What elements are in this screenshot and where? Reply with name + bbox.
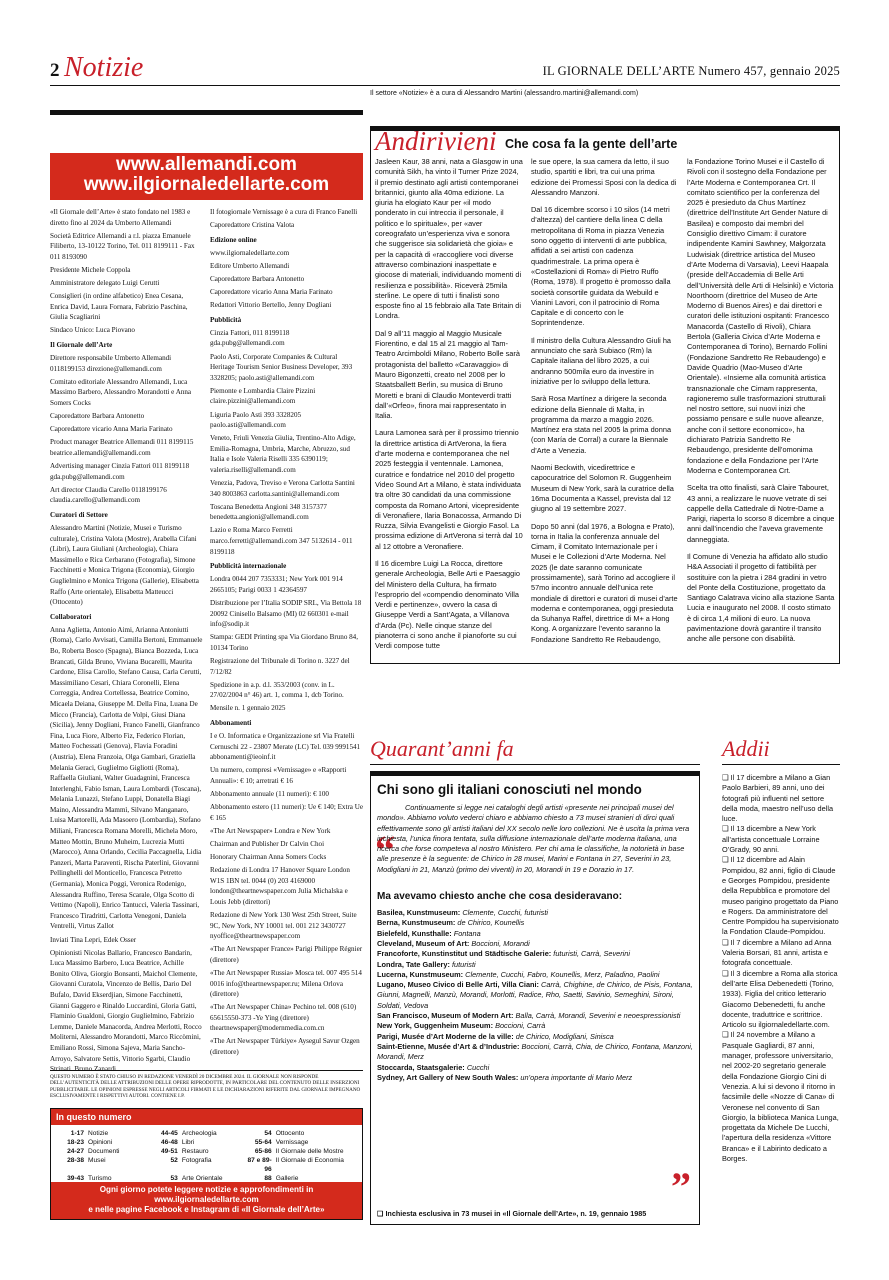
masthead-paragraph: Spedizione in a.p. d.l. 353/2003 (conv. in L. 27/02/2004 n° 46) art. 1, comma 1, dcb Torino. — [210, 680, 344, 700]
toc-name: Vernissage — [275, 1139, 309, 1146]
museum-entry — [377, 939, 693, 949]
masthead-paragraph: Il fotogiornale Vernissage è a cura di Franco Fanelli — [210, 208, 358, 216]
toc-name: Archeologia — [181, 1130, 217, 1137]
news-paragraph: Jasleen Kaur, 38 anni, nata a Glasgow in una comunità Sikh, ha vinto il Turner Prize 2024, il premio destinato agli artisti contemporanei britannici, giunto alla 40ma edizione. La giuria ha elogiato Kaur per «il modo ponderato in cui intreccia il personale, il politico e lo spirituale», per «aver coreografato un’esperienza viva e sonora che suggerisce sia solidarietà che gioia» e per la capacità di «raccogliere voci diverse attraverso combinazioni inaspettate e giocose di materiali, individuando momenti di resilienza e possibilità». Riceverà 25mila sterline. Le opere di tutti i finalisti sono esposte fino al 15 febbraio alla Tate Britain di Londra. — [375, 157, 523, 321]
museum-name: Francoforte, Kunstinstitut und Städtische Galerie: — [377, 949, 552, 959]
masthead-paragraph: Abbonamenti — [210, 718, 252, 727]
masthead-paragraph: Abbonamento annuale (11 numeri): € 100 — [210, 790, 329, 798]
toc-name: Turismo — [88, 1175, 112, 1182]
masthead-columns — [50, 200, 363, 1087]
article-column-1 — [375, 157, 523, 661]
toc-pages: 24-27 — [67, 1148, 84, 1155]
masthead-paragraph: Curatori di Settore — [50, 510, 108, 519]
museum-name: Lucerna, Kunstmuseum: — [377, 969, 464, 979]
masthead-paragraph: Anna Aglietta, Antonio Aimi, Arianna Antoniutti (Roma), Carlo Avvisati, Camilla Bertoni, Emmanuele Bo, Roberta Bosco (Spagna), Bianca Bozzeda, Luca Brancati, Gilda Bruno, Viviana Bucarelli, Maurita Cardone, Elisa Carollo, Stefano Causa, Carla Cerutti, Massimiliano Cesari, Chiara Coronelli, Elena Correggia, Andrea Cortellessa, Beatrice Comino, Micaela Deiana, Giuseppe M. Della Fina, Luana De Micco (Francia), Carlotta de Volpi, Giusi Diana (Sicilia), Jenny Dogliani, Franco Fanelli, Gianfranco Fina, Luca Fiore, Alberto Fiz, Federico Florian, Matteo Fochessati (Genova), Flavia Foradini (Austria), Elena Franzoia, Olga Gambari, Graziella Melania Geraci, Guglielmo Gigliotti (Roma), Raffaella Giuliani, Walter Guadagnini, Francesca Interlenghi, Fabio Isman, Laura Lombardi (Toscana), Melania Lunazzi, Stefano Luppi, Donatella Biagi Maino, Alessandra Mammì, Silvano Manganaro, Luisa Martorelli, Ada Masoero (Lombardia), Stefano Miliani, Francesca Romana Morelli, Michela Moro, Matteo Mottin, Bruno Muheim, Lucrezia Mutti (Marocco), Anna Orlando, Cecilia Paccagnella, Lidia Panzeri, Marta Paraventi, Rischa Paterlini, Giovanni Pellinghelli del Monticello, Francesca Petretto (Germania), Monica Poggi, Veronica Rodenigo, Alessandra Ruffino, Teresa Scarale, Olga Scotto di Vettimo (Napoli), Enrico Tantucci, Valeria Tassinari, Francesco Tiradritti, Carlotta Venegoni, Daniela Ventrelli, Virtus Zallot — [50, 625, 203, 931]
museum-artists: Clemente, Cucchi, Fabro, Kounellis, Merz, Paladino, Paolini — [465, 969, 660, 979]
url-allemandi[interactable]: www.allemandi.com — [116, 154, 297, 175]
museum-name: New York, Guggenheim Museum: — [377, 1021, 494, 1031]
museum-name: Bielefeld, Kunsthalle: — [377, 928, 452, 938]
quarant-source: ❑ Inchiesta esclusiva in 73 musei in «Il Giornale dell’Arte», n. 19, gennaio 1985 — [377, 1209, 647, 1218]
news-paragraph: le sue opere, la sua camera da letto, il suo studio, spartiti e libri, tra cui una prima edizione dei Promessi Sposi con la dedica di Alessandro Manzoni. — [531, 157, 677, 197]
andirivieni-section — [370, 126, 840, 664]
toc-pages: 55-64 — [254, 1139, 272, 1146]
article-column-2 — [531, 157, 679, 661]
masthead-paragraph: Inviati Tina Lepri, Edek Osser — [50, 935, 137, 944]
toc-item[interactable] — [148, 1138, 242, 1147]
museum-artists: Boccioni, Carrà — [495, 1021, 546, 1031]
obituary-entry: ❑ Il 12 dicembre ad Alain Pompidou, 82 anni, figlio di Claude e Georges Pompidou, presidente della Repubblica e promotore del museo parigino progettato da Piano e Rogers. Da amministratore del Centre Pompidou ha supervisionato la Fondation Claude-Pompidou. — [722, 855, 839, 937]
museum-name: Saint-Etienne, Musée d’Art & d’Industrie: — [377, 1041, 520, 1051]
promo-line: e nelle pagine Facebook e Instagram di «Il Giornale dell’Arte» — [88, 1205, 325, 1214]
masthead-paragraph: «The Art Newspaper China» Pechino tel. 008 (610) 65615550-373 -Ye Ying (direttore) theartnewspaper@modernmedia.com.cn — [210, 1003, 357, 1033]
quarant-intro: Continuamente si legge nei cataloghi degli artisti «presente nei principali musei del mondo». Abbiamo voluto vederci chiaro e abbiamo chiesto a 73 musei stranieri di dirci quali effettivamente sono gli artisti italiani del XX secolo nelle loro collezioni. Ne è uscita la prima vera inchiesta, l’unica finora tentata, sulla diffusione internazionale dell’arte moderna italiana, una ricerca che forse competeva al nostro Ministero. Per chi ama le classifiche, la notorietà in base alle presenze è la seguente: de Chirico in 28 musei, Marini e Fontana in 27, Severini in 23, Modigliani in 21, Manzù (primo dei viventi) in 20, Morandi in 19 e Dorazio in 17. — [377, 803, 690, 874]
website-banner[interactable] — [50, 153, 363, 200]
museum-artists: futuristi, Carrà, Severini — [553, 949, 631, 959]
editor-note: Il settore «Notizie» è a cura di Alessandro Martini (alessandro.martini@allemandi.com) — [370, 90, 639, 97]
museum-artists: Clemente, Cucchi, futuristi — [462, 908, 549, 918]
masthead-paragraph: Caporedattore Barbara Antonetto — [50, 412, 145, 421]
toc-pages: 1-17 — [70, 1130, 84, 1137]
museum-wish-list — [377, 908, 693, 1083]
masthead-paragraph: Redattori Vittorio Bertello, Jenny Dogliani — [210, 301, 332, 310]
museum-name: Basilea, Kunstmuseum: — [377, 908, 461, 918]
masthead-paragraph: Abbonamento estero (11 numeri): Ue € 140; Extra Ue € 165 — [210, 803, 363, 822]
andirivieni-columns — [375, 157, 835, 661]
museum-entry — [377, 929, 693, 939]
toc-pages: 39-43 — [67, 1175, 84, 1182]
masthead-paragraph: Londra 0044 207 7353331; New York 001 914 2665105; Parigi 0033 1 42364597 — [210, 575, 343, 594]
masthead-paragraph: Stampa: GEDI Printing spa Via Giordano Bruno 84, 10134 Torino — [210, 633, 359, 652]
obituary-entry: ❑ Il 17 dicembre a Milano a Gian Paolo Barbieri, 89 anni, uno dei fotografi più influenti nel settore della moda, maestro nell’uso della luce. — [722, 773, 834, 824]
toc-item[interactable] — [242, 1156, 359, 1174]
masthead-paragraph: Pubblicità — [210, 315, 242, 324]
obituary-entry: ❑ Il 3 dicembre a Roma alla storica dell’arte Elisa Debenedetti (Torino, 1933). Figlia del critico letterario Giacomo Debenedetti, fu anche docente, traduttrice e scrittrice. Articolo su ilgiornaledellarte.com. — [722, 968, 838, 1030]
toc-item[interactable] — [148, 1147, 242, 1156]
masthead-paragraph: Registrazione del Tribunale di Torino n. 3227 del 7/12/82 — [210, 656, 350, 676]
masthead-paragraph: I e O. Informatica e Organizzazione srl Via Fratelli Cernuschi 22 - 23807 Merate (LC) Tel. 039 9991541 abbonamenti@ieoinf.it — [210, 732, 361, 762]
masthead-paragraph: «The Art Newspaper Türkiye» Aysegul Savur Ozgen (direttore) — [210, 1037, 360, 1057]
toc-name: Notizie — [88, 1130, 109, 1137]
museum-name: Lugano, Museo Civico di Belle Arti, Villa Ciani: — [377, 980, 539, 990]
masthead-paragraph: Toscana Benedetta Angioni 348 3157377 benedetta.angioni@allemandi.com — [210, 502, 327, 522]
news-paragraph: Dal 9 all’11 maggio al Maggio Musicale Fiorentino, e dal 15 al 21 maggio al Tam-Teatro Arcimboldi Milano, Roberto Bolle sarà protagonista del balletto «Caravaggio» di Mauro Bigonzetti, creato nel 2008 per lo Staatsballett Berlin, su musica di Bruno Moretti e brani di Claudio Monteverdi tratti dall’«Orfeo», finora mai rappresentato in Italia. — [375, 328, 520, 421]
news-paragraph: Scelta tra otto finalisti, sarà Claire Tabouret, 43 anni, a realizzare le nuove vetrate di sei cappelle della Cattedrale di Notre-Dame a Parigi, riaperta lo scorso 8 dicembre a cinque anni dall’incendio che l’aveva gravemente danneggiata. — [687, 483, 835, 544]
paper-title: IL GIORNALE DELL’ARTE Numero 457, gennaio 2025 — [542, 64, 840, 78]
toc-item[interactable] — [242, 1147, 359, 1156]
promo-url[interactable]: www.ilgiornaledellarte.com — [154, 1195, 259, 1204]
masthead-paragraph: www.ilgiornaledellarte.com — [210, 248, 290, 257]
page-header — [50, 52, 840, 86]
masthead-paragraph: Cinzia Fattori, 011 8199118 gda.pubg@allemandi.com — [210, 328, 290, 348]
obituary-entry: ❑ Il 13 dicembre a New York all’artista concettuale Lorraine O’Grady, 90 anni. — [722, 824, 820, 855]
museum-artists: Balla, Carrà, Morandi, Severini e neoespressionisti — [515, 1011, 681, 1021]
masthead-paragraph: Art director Claudia Carello 0118199176 claudia.carello@allemandi.com — [50, 485, 167, 505]
masthead-footnote: QUESTO NUMERO È STATO CHIUSO IN REDAZIONE VENERDÌ 20 DICEMBRE 2024. IL GIORNALE NON RISPONDE DELL’AUTENTICITÀ DELLE ATTRIBUZIONI DELLE OPERE RIPRODOTTE, IN PARTICOLARE DEL CONTENUTO DELLE INSERZIONI PUBBLICITARIE. LE OPINIONI ESPRESSE NEGLI ARTICOLI FIRMATI E LE DICHIARAZIONI RIFERITE DAL GIORNALE IMPEGNANO ESCLUSIVAMENTE I RISPETTIVI AUTORI. CONTIENE I.P. — [50, 1070, 363, 1100]
museum-entry — [377, 1042, 693, 1063]
museum-entry — [377, 1063, 693, 1073]
museum-artists: de Chirico, Kounellis — [457, 918, 525, 928]
masthead-paragraph: Product manager Beatrice Allemandi 011 8199115 beatrice.allemandi@allemandi.com — [50, 438, 194, 457]
museum-name: Parigi, Musée d’Art Moderne de la ville: — [377, 1031, 514, 1041]
toc-name: Restauro — [181, 1148, 209, 1155]
masthead-paragraph: Redazione di Londra 17 Hanover Square London W1S 1BN tel. 0044 (0) 203 4169000 london@theartnewspaper.com Julia Michalska e Louis Jebb (direttori) — [210, 866, 350, 906]
promo-line: Ogni giorno potete leggere notizie e approfondimenti in — [99, 1185, 314, 1194]
museum-artists: un’opera importante di Mario Merz — [520, 1072, 633, 1082]
masthead-paragraph: Un numero, compresi «Vernissage» e «Rapporti Annuali»: € 10; arretrati € 16 — [210, 766, 347, 785]
museum-name: Cleveland, Museum of Art: — [377, 938, 470, 948]
news-paragraph: Dal 16 dicembre scorso i 10 silos (14 metri d’altezza) del cantiere della linea C della metropolitana di Roma in piazza Venezia sono oggetto di interventi di arte pubblica, affidati a sei artisti con cadenza quadrimestrale. La prima opera è «Costellazioni di Roma» di Pietro Ruffo (Roma, 1978). Il progetto è promosso dalla società consortile guidata da Webuild e Vianini Lavori, con il patrocinio di Roma Capitale e di concerto con le Soprintendenze. — [531, 205, 671, 328]
in-questo-numero — [50, 1108, 363, 1220]
toc-item[interactable] — [54, 1138, 148, 1147]
masthead-paragraph: Caporedattore vicario Anna Maria Farinato — [50, 425, 173, 434]
museum-entry — [377, 970, 693, 980]
museum-artists: Carrà, Chighine, de Chirico, de Pisis, Fontana, Giunni, Magnelli, Manzù, Morandi, Morlotti, Radice, Rho, Saetti, Savinio, Semeghini, Sironi, Soldati, Vedova — [377, 980, 693, 1010]
museum-entry — [377, 980, 693, 1011]
section-title: Notizie — [64, 52, 144, 83]
museum-entry — [377, 1032, 693, 1042]
toc-pages: 54 — [264, 1130, 272, 1137]
museum-entry — [377, 949, 693, 959]
news-paragraph: Il 16 dicembre Luigi La Rocca, direttore generale Archeologia, Belle Arti e Paesaggio del Ministero della Cultura, ha firmato l’esproprio del «compendio denominato Villa Verdi e pertinenze», ovvero la casa di Giuseppe Verdi a Sant’Agata, a Villanova d’Arda (Pc). Nelle cinque stanze del pianoterra ci sono anche il pianoforte su cui Verdi compose tutte — [375, 558, 520, 651]
masthead-paragraph: Direttore responsabile Umberto Allemandi 0118199153 direzione@allemandi.com — [50, 354, 172, 373]
museum-entry — [377, 1011, 693, 1021]
masthead-paragraph: Caporedattore vicario Anna Maria Farinato — [210, 288, 333, 297]
toc-item[interactable] — [54, 1147, 148, 1156]
toc-name: Libri — [181, 1139, 195, 1146]
toc-item[interactable] — [242, 1138, 359, 1147]
masthead-paragraph: Distribuzione per l’Italia SODIP SRL, Via Bettola 18 20092 Cinisello Balsamo (MI) 02 660301 e-mail info@sodip.it — [210, 599, 362, 629]
masthead-paragraph: Advertising manager Cinzia Fattori 011 8199118 gda.pubg@allemandi.com — [50, 461, 190, 481]
masthead-paragraph: Mensile n. 1 gennaio 2025 — [210, 704, 286, 713]
masthead-paragraph: Amministratore delegato Luigi Cerutti — [50, 279, 160, 288]
masthead-paragraph: «Il Giornale dell’Arte» è stato fondato nel 1983 e diretto fino al 2024 da Umberto Allemandi — [50, 208, 191, 227]
news-paragraph: Il ministro della Cultura Alessandro Giuli ha annunciato che sarà Subiaco (Rm) la Capitale italiana del libro 2025, a cui andranno 500mila euro da investire in iniziative per lo sviluppo della lettura. — [531, 335, 672, 386]
masthead-paragraph: Venezia, Padova, Treviso e Verona Carlotta Santini 340 8003863 carlotta.santini@allemandi.com — [210, 479, 355, 498]
museum-artists: Cucchi — [466, 1062, 490, 1072]
masthead-paragraph: Honorary Chairman Anna Somers Cocks — [210, 852, 327, 861]
news-paragraph: Laura Lamonea sarà per il prossimo triennio la direttrice artistica di ArtVerona, la fiera d’arte moderna e contemporanea che nel 2025 festeggia il ventennale. Lamonea, curatrice e fondatrice nel 2010 del progetto Video Sound Art a Milano, è stata individuata tra oltre 30 candidati da una commissione composta da Romano Artoni, vicepresidente di Veronafiere, Ilaria Bonacossa, Armando Di Ruzza, Silvia Evangelisti e Giorgio Fasol. La prossima edizione di ArtVerona si terrà dal 10 al 12 ottobre a Veronafiere. — [375, 428, 523, 551]
toc-title: In questo numero — [51, 1109, 362, 1125]
quarant-title: Quarant’anni fa — [370, 736, 700, 765]
masthead-paragraph: Caporedattore Cristina Valota — [210, 221, 295, 230]
toc-pages: 53 — [170, 1175, 178, 1182]
toc-pages: 44-45 — [160, 1130, 178, 1137]
obituary-entry: ❑ Il 7 dicembre a Milano ad Anna Valeria Borsari, 81 anni, artista e fotografa concettuale. — [722, 937, 832, 968]
toc-name: Il Giornale di Economia — [275, 1157, 344, 1164]
masthead-paragraph: «The Art Newspaper» Londra e New York — [210, 826, 331, 835]
masthead-paragraph: Sindaco Unico: Luca Piovano — [50, 326, 135, 335]
news-paragraph: la Fondazione Torino Musei e il Castello di Rivoli con il sostegno della Fondazione per l’Arte Moderna e Contemporanea Crt. Il comitato scientifico per la conferenza del 2025 è presieduto da Chus Martínez (direttrice dell’Institute Art Gender Nature di Basilea) e composto dai membri del Consiglio direttivo Cimam: il curatore indipendente Kamini Sawhney, Małgorzata Ludwisiak (direttrice artistica del Museo d’Arte Moderna di Varsavia), Leevi Haapala (preside dell’Accademia di Belle Arti dell’Università delle Arti di Helsinki) e Victoria Noorthoorn (direttrice del Museo de Arte Moderno di Buenos Aires) e dai direttori e curatori delle istituzioni ospitanti: Francesco Manacorda (Castello di Rivoli), Chiara Bertola (Galleria Civica d’Arte Moderna e Contemporanea di Torino), Bernardo Follini (Fondazione Sandretto Re Rebaudengo) e Davide Quadrio (Mao-Museo d’Arte Orientale). «Insieme alla comunità artistica transnazionale che Cimam rappresenta, ragioneremo sulle trasformazioni strutturali nel nostro settore, sui nuovi inizi che possiamo pensare e sulle nuove alleanze, anche con il settore economico», ha dichiarato Patrizia Sandretto Re Rebaudengo, presidente dell’omonima fondazione e della Fondazione per l’Arte Moderna e Contemporanea Crt. — [687, 157, 834, 475]
toc-item[interactable] — [54, 1129, 148, 1138]
museum-name: Sydney, Art Gallery of New South Wales: — [377, 1072, 519, 1082]
masthead-paragraph: Presidente Michele Coppola — [50, 265, 131, 274]
toc-pages: 46-48 — [160, 1139, 178, 1146]
toc-grid — [51, 1125, 362, 1185]
toc-pages: 65-86 — [254, 1148, 272, 1155]
toc-item[interactable] — [54, 1156, 148, 1174]
museum-entry — [377, 1021, 693, 1031]
toc-name: Ottocento — [275, 1130, 305, 1137]
masthead-paragraph: Paolo Asti, Corporate Companies & Cultural Heritage Tourism Senior Business Developer, 393 3328205; paolo.asti@allemandi.com — [210, 352, 353, 382]
masthead-left-column — [50, 207, 203, 1087]
toc-pages: 28-38 — [67, 1157, 84, 1164]
news-paragraph: Naomi Beckwith, vicedirettrice e capocuratrice del Solomon R. Guggenheim Museum di New York, sarà la curatrice della 16ma Documenta a Kassel, prevista dal 12 giugno al 19 settembre 2027. — [531, 463, 674, 514]
online-promo — [51, 1182, 362, 1219]
addii-list — [722, 773, 840, 1164]
masthead-paragraph: Redazione di New York 130 West 25th Street, Suite 9C, New York, NY 10001 tel. 001 212 3430727 nyoffice@theartnewspaper.com — [210, 910, 357, 941]
toc-item[interactable] — [148, 1129, 242, 1138]
toc-name: Musei — [88, 1157, 106, 1164]
museum-name: Berna, Kunstmuseum: — [377, 918, 456, 928]
masthead-paragraph: «The Art Newspaper Russia» Mosca tel. 007 495 514 0016 info@theartnewspaper.ru; Milena Orlova (direttore) — [210, 968, 362, 999]
article-column-3 — [687, 157, 835, 661]
toc-pages: 52 — [170, 1157, 178, 1164]
museum-artists: de Chirico, Modigliani, Sinisca — [515, 1031, 614, 1041]
masthead-paragraph: Collaboratori — [50, 612, 92, 621]
museum-entry — [377, 960, 693, 970]
quarant-subheading: Ma avevamo chiesto anche che cosa desideravano: — [377, 891, 623, 903]
toc-pages: 87 e 89-96 — [247, 1157, 272, 1173]
quarant-box — [370, 771, 700, 1225]
museum-entry — [377, 1073, 693, 1083]
masthead-paragraph: Lazio e Roma Marco Ferretti marco.ferretti@allemandi.com 347 5132614 - 011 8199118 — [210, 526, 353, 556]
toc-pages: 49-51 — [160, 1148, 178, 1155]
toc-pages: 18-23 — [67, 1139, 84, 1146]
toc-item[interactable] — [242, 1129, 359, 1138]
news-paragraph: Dopo 50 anni (dal 1976, a Bologna e Prato), torna in Italia la conferenza annuale del Cimam, il Comitato Internazionale per i Musei e le Collezioni d’Arte Moderna. Nel 2025 (le date saranno comunicate prossimamente), sarà Torino ad accogliere il 57mo incontro annuale dell’unica rete mondiale di direttori e curatori di musei d’arte moderna e contemporanea, oggi presieduta da Suhanya Raffel, direttrice di M+ a Hong Kong. A organizzare l’evento saranno la Fondazione Sandretto Re Rebaudengo, — [531, 521, 678, 644]
masthead-paragraph: Il Giornale dell’Arte — [50, 341, 113, 350]
toc-name: Opinioni — [88, 1139, 113, 1146]
museum-artists: Boccioni, Carrà, Chia, de Chirico, Fontana, Manzoni, Morandi, Merz — [377, 1041, 693, 1062]
andirivieni-title: Andirivieni — [375, 126, 500, 157]
masthead-paragraph: Chairman and Publisher Dr Calvin Choi — [210, 839, 325, 848]
masthead-right-column — [210, 207, 363, 1087]
andirivieni-subtitle: Che cosa fa la gente dell’arte — [505, 137, 678, 151]
quote-close-icon: ” — [671, 1164, 691, 1209]
toc-name: Il Giornale delle Mostre — [275, 1148, 344, 1155]
masthead-paragraph: Liguria Paolo Asti 393 3328205 paolo.asti@allemandi.com — [210, 410, 302, 430]
toc-name: Gallerie — [275, 1175, 299, 1182]
toc-name: Documenti — [88, 1148, 120, 1155]
museum-artists: Fontana — [453, 928, 481, 938]
masthead-paragraph: Consiglieri (in ordine alfabetico) Enea Cesana, Enrica David, Laura Fornara, Fabrizio Paschina, Giulia Scagliarini — [50, 292, 188, 322]
masthead — [50, 110, 363, 1100]
masthead-paragraph: Veneto, Friuli Venezia Giulia, Trentino-Alto Adige, Emilia-Romagna, Umbria, Marche, Abruzzo, sud Italia e Isole Valeria Riselli 335 6390119; valeria.riselli@allemandi.com — [210, 434, 356, 474]
masthead-paragraph: Società Editrice Allemandi a r.l. piazza Emanuele Filiberto, 13-10122 Torino, Tel. 011 8199111 - Fax 011 8193090 — [50, 231, 195, 261]
toc-name: Fotografia — [181, 1157, 212, 1164]
museum-entry — [377, 918, 693, 928]
masthead-paragraph: Pubblicità internazionale — [210, 562, 287, 571]
toc-name: Arte Orientale — [181, 1175, 223, 1182]
masthead-paragraph: Opinionisti Nicolas Ballario, Francesco Bandarin, Luca Massimo Barbero, Luca Beatrice, Achille Bonito Oliva, Giorgio Bonsanti, Maichol Clemente, Giovanni Curatola, Vincenzo de Bellis, Dario Del Bufalo, David Ekserdjian, Simone Facchinetti, Gianni Gaggero e Rinaldo Luccardini, Gloria Gatti, Flaminio Gualdoni, Giorgio Guglielmino, Fabrizio Lemme, Daniele Manacorda, Andrea Merlotti, Rocco Moliterni, Alessandro Morandotti, Marco Riccòmini, Emiliano Rossi, Simona Sajeva, Maria Sancho-Arroyo, Salvatore Settis, Vittorio Sgarbi, Claudio — [50, 948, 202, 1063]
museum-name: San Francisco, Museum of Modern Art: — [377, 1011, 514, 1021]
museum-artists: Boccioni, Morandi — [471, 938, 530, 948]
obituary-entry: ❑ Il 24 novembre a Milano a Pasquale Gagliardi, 87 anni, manager, professore universitario, nel 2002-20 segretario generale della Fondazione Giorgio Cini di Venezia. A lui si devono il ritorno in facsimile delle «Nozze di Cana» di Veronese nel convento di San Giorgio, la biblioteca Manica Lunga, progettata da Michele De Lucchi, l’apertura della residenza «Vittore Branca» e il Labirinto dedicato a Borges. — [722, 1030, 839, 1163]
addii-title: Addii — [722, 736, 840, 765]
quote-open-icon: “ — [375, 827, 395, 872]
masthead-paragraph: Editore Umberto Allemandi — [210, 261, 290, 270]
toc-item[interactable] — [148, 1156, 242, 1174]
museum-entry — [377, 908, 693, 918]
toc-pages: 88 — [264, 1175, 272, 1182]
museum-name: Londra, Tate Gallery: — [377, 959, 450, 969]
masthead-paragraph: Edizione online — [210, 235, 257, 244]
news-paragraph: Il Comune di Venezia ha affidato allo studio H&A Associati il progetto di fattibilità per sostituire con la pietra i 284 gradini in vetro del Ponte della Costituzione, progettato da Santiago Calatrava vicino alla stazione Santa Lucia e inaugurato nel 2008. Il costo stimato è di circa 1,4 milioni di euro. La nuova pavimentazione dovrà garantire il transito anche alle persone con disabilità. — [687, 551, 835, 644]
museum-name: Stoccarda, Staatsgalerie: — [377, 1062, 465, 1072]
masthead-paragraph: «The Art Newspaper France» Parigi Philippe Régnier (direttore) — [210, 945, 363, 964]
news-paragraph: Sarà Rosa Martínez a dirigere la seconda edizione della Biennale di Malta, in programma da marzo a maggio 2026. Martínez era stata nel 2005 la prima donna (con María de Corral) a curare la Biennale d’Arte a Venezia. — [531, 394, 672, 455]
museum-artists: futuristi — [451, 959, 476, 969]
page-number: 2 — [50, 60, 60, 81]
masthead-paragraph: Comitato editoriale Alessandro Allemandi, Luca Massimo Barbero, Alessandro Morandotti e Anna Somers Cocks — [50, 377, 192, 407]
quarant-anni-fa-section — [370, 736, 700, 1228]
quarant-heading: Chi sono gli italiani conosciuti nel mondo — [377, 782, 642, 797]
masthead-paragraph: Piemonte e Lombardia Claire Pizzini claire.pizzini@allemandi.com — [210, 386, 316, 406]
masthead-paragraph: Alessandro Martini (Notizie, Musei e Turismo culturale), Cristina Valota (Mostre), Arabella Cifani (Libri), Laura Giuliani (Archeologia), Chiara Massimello e Rica Cerbarano (Fotografia), Simone Facchinetti e Monica Trigona (Economia), Giorgio Guglielmino e Monica Trigona (Gallerie), Elisabetta Raffo (Arte orientale), Elisabetta Matteucci (Ottocento) — [50, 523, 199, 607]
addii-section — [722, 736, 840, 1228]
masthead-paragraph: Caporedattore Barbara Antonetto — [210, 274, 305, 283]
url-giornale[interactable]: www.ilgiornaledellarte.com — [83, 174, 330, 195]
